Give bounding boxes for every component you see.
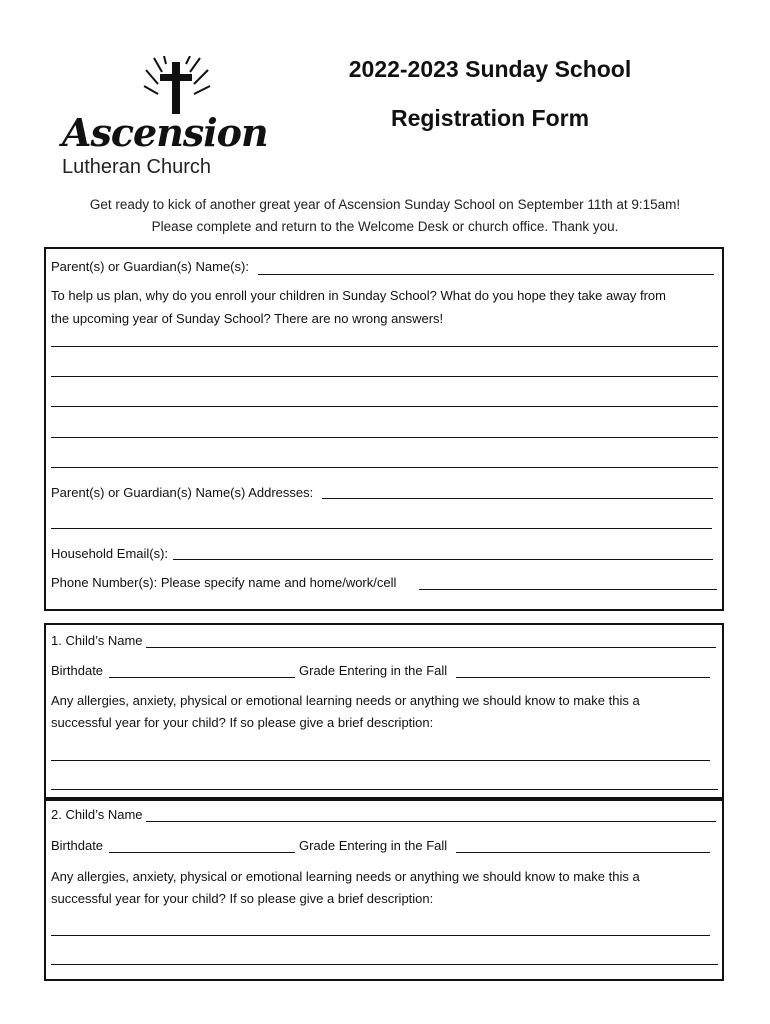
enroll-question-1: To help us plan, why do you enroll your children in Sunday School? What do you hope they take away from bbox=[51, 288, 666, 303]
church-logo bbox=[58, 56, 268, 184]
answer-line[interactable] bbox=[51, 346, 718, 347]
needs-question-1: Any allergies, anxiety, physical or emotional learning needs or anything we should know to make this a bbox=[51, 869, 640, 884]
grade-label: Grade Entering in the Fall bbox=[299, 838, 448, 853]
addresses-label: Parent(s) or Guardian(s) Name(s) Addresses: bbox=[51, 485, 314, 500]
phone-label: Phone Number(s): Please specify name and home/work/cell bbox=[51, 575, 397, 590]
answer-line[interactable] bbox=[51, 376, 718, 377]
needs-answer-line[interactable] bbox=[51, 964, 718, 965]
answer-line[interactable] bbox=[51, 406, 718, 407]
needs-question-2: successful year for your child? If so please give a brief description: bbox=[51, 715, 434, 730]
intro-text-1: Get ready to kick of another great year of Ascension Sunday School on September 11th at 9:15am! bbox=[89, 197, 681, 212]
addresses-field[interactable] bbox=[322, 498, 713, 499]
birthdate-label: Birthdate bbox=[51, 663, 104, 678]
family-section bbox=[44, 247, 724, 611]
needs-question-1: Any allergies, anxiety, physical or emotional learning needs or anything we should know to make this a bbox=[51, 693, 640, 708]
needs-answer-line[interactable] bbox=[51, 935, 710, 936]
needs-question-2: successful year for your child? If so please give a brief description: bbox=[51, 891, 434, 906]
needs-answer-line[interactable] bbox=[51, 789, 718, 790]
grade-field[interactable] bbox=[456, 852, 710, 853]
grade-field[interactable] bbox=[456, 677, 710, 678]
page-subtitle: Registration Form bbox=[390, 105, 590, 131]
enroll-question-2: the upcoming year of Sunday School? There are no wrong answers! bbox=[51, 311, 444, 326]
needs-answer-line[interactable] bbox=[51, 760, 710, 761]
addresses-field-2[interactable] bbox=[51, 528, 712, 529]
guardian-names-label: Parent(s) or Guardian(s) Name(s): bbox=[51, 259, 249, 274]
guardian-names-field[interactable] bbox=[258, 274, 714, 275]
birthdate-field[interactable] bbox=[109, 677, 295, 678]
answer-line[interactable] bbox=[51, 467, 718, 468]
phone-field[interactable] bbox=[419, 589, 717, 590]
child-name-label: 2. Child’s Name bbox=[51, 807, 143, 822]
grade-label: Grade Entering in the Fall bbox=[299, 663, 448, 678]
child-1-section bbox=[44, 623, 724, 799]
birthdate-label: Birthdate bbox=[51, 838, 104, 853]
birthdate-field[interactable] bbox=[109, 852, 295, 853]
email-field[interactable] bbox=[173, 559, 713, 560]
email-label: Household Email(s): bbox=[51, 546, 169, 561]
child-name-field[interactable] bbox=[146, 647, 716, 648]
intro-text-2: Please complete and return to the Welcome Desk or church office. Thank you. bbox=[151, 219, 619, 234]
answer-line[interactable] bbox=[51, 437, 718, 438]
child-name-field[interactable] bbox=[146, 821, 716, 822]
logo-name: Ascension bbox=[62, 110, 268, 155]
logo-subtitle: Lutheran Church bbox=[62, 156, 211, 178]
cross-rays-icon bbox=[128, 56, 228, 116]
child-name-label: 1. Child’s Name bbox=[51, 633, 143, 648]
page-title: 2022-2023 Sunday School bbox=[348, 56, 632, 82]
child-2-section bbox=[44, 799, 724, 981]
